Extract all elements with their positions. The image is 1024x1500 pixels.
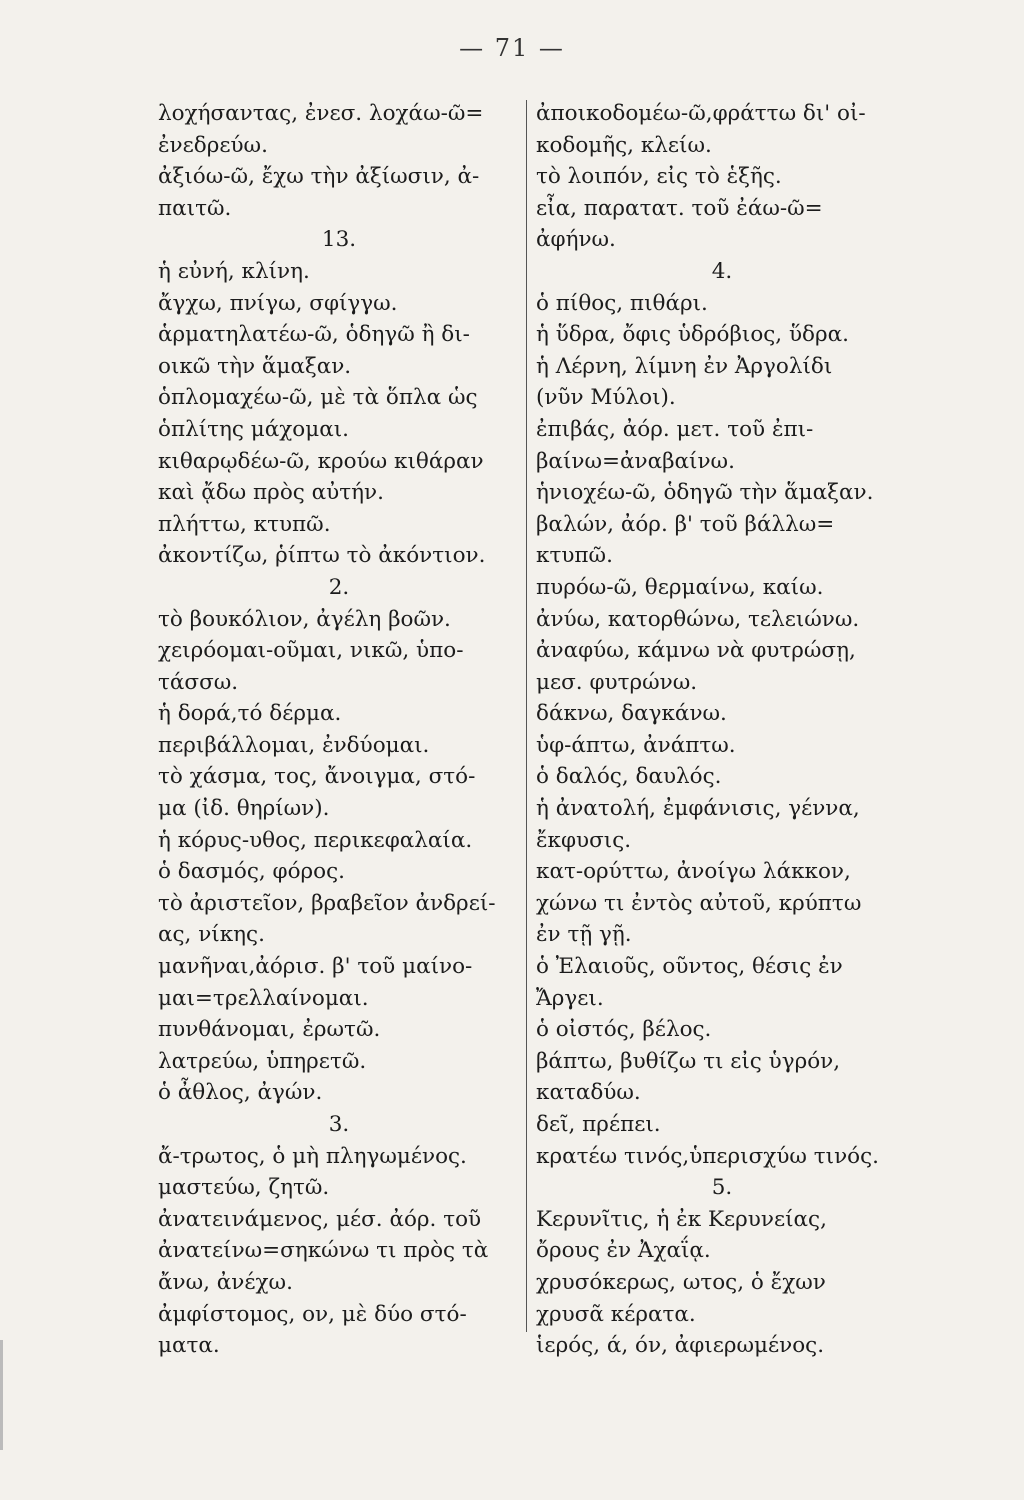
glossary-line: τὸ χάσμα, τος, ἄνοιγμα, στό- (158, 764, 476, 790)
glossary-line: ἀνύω, κατορθώνω, τελειώνω. (536, 606, 860, 632)
glossary-line: μα (ἰδ. θηρίων). (158, 796, 330, 822)
glossary-line: ὄρους ἐν Ἀχαΐᾳ. (536, 1238, 711, 1264)
right-column (536, 98, 908, 1362)
glossary-line: περιβάλλομαι, ἐνδύομαι. (158, 732, 430, 758)
section-number: 13. (321, 227, 357, 253)
glossary-line: ἀφήνω. (536, 227, 616, 253)
glossary-line: πλήττω, κτυπῶ. (158, 511, 331, 537)
glossary-line: ὁ οἰστός, βέλος. (536, 1017, 712, 1043)
glossary-line: ἡνιοχέω-ῶ, ὁδηγῶ τὴν ἅμαξαν. (536, 480, 874, 506)
glossary-line: ἡ δορά,τό δέρμα. (158, 701, 342, 727)
glossary-line: βαίνω=ἀναβαίνω. (536, 448, 735, 474)
glossary-line: ὁ Ἐλαιοῦς, οῦντος, θέσις ἐν (536, 954, 843, 980)
glossary-line: ἐν τῇ γῇ. (536, 922, 632, 948)
glossary-line: χρυσόκερως, ωτος, ὁ ἔχων (536, 1269, 826, 1295)
glossary-line: κτυπῶ. (536, 543, 613, 569)
glossary-line: δεῖ, πρέπει. (536, 1112, 661, 1137)
glossary-line: ἡ εὐνή, κλίνη. (158, 258, 310, 284)
left-column (158, 98, 520, 1362)
glossary-line: Ἄργει. (536, 985, 604, 1011)
glossary-line: βάπτω, βυθίζω τι εἰς ὑγρόν, (536, 1048, 841, 1074)
glossary-line: ἱερός, ά, όν, ἀφιερωμένος. (536, 1333, 825, 1359)
glossary-line: ἡ ὕδρα, ὄφις ὑδρόβιος, ὕδρα. (536, 322, 849, 348)
glossary-line: χρυσᾶ κέρατα. (536, 1301, 696, 1327)
glossary-line: ὁ δασμός, φόρος. (158, 859, 346, 885)
glossary-line: ματα. (158, 1333, 220, 1359)
glossary-line: ἁρματηλατέω-ῶ, ὁδηγῶ ἢ δι- (158, 322, 470, 348)
glossary-line: ὁ πίθος, πιθάρι. (536, 290, 708, 316)
glossary-line: Κερυνῖτις, ἡ ἐκ Κερυνείας, (536, 1206, 827, 1232)
section-number: 2. (328, 574, 350, 600)
glossary-line: λοχήσαντας, ἐνεσ. λοχάω-ῶ= (158, 101, 484, 126)
glossary-line: ἀξιόω-ῶ, ἔχω τὴν ἀξίωσιν, ἀ- (158, 164, 480, 190)
glossary-line: καταδύω. (536, 1080, 641, 1106)
glossary-line: ἔκφυσις. (536, 827, 632, 853)
glossary-line: ἄ-τρωτος, ὁ μὴ πληγωμένος. (158, 1143, 467, 1169)
glossary-line: ἀποικοδομέω-ῶ,φράττω δι' οἰ- (536, 101, 866, 126)
glossary-line: καὶ ᾄδω πρὸς αὐτήν. (158, 480, 384, 506)
glossary-line: ἄγχω, πνίγω, σφίγγω. (158, 290, 398, 316)
glossary-line: ὁπλομαχέω-ῶ, μὲ τὰ ὅπλα ὡς (158, 385, 478, 411)
page-number: — 71 — (459, 34, 565, 62)
glossary-line: ἀνατείνω=σηκώνω τι πρὸς τὰ (158, 1238, 489, 1264)
glossary-line: πυνθάνομαι, ἐρωτῶ. (158, 1017, 381, 1043)
page-edge-mark (0, 1340, 3, 1450)
section-number: 3. (328, 1112, 350, 1137)
glossary-line: (νῦν Μύλοι). (536, 385, 676, 411)
glossary-line: ἡ κόρυς-υθος, περικεφαλαία. (158, 827, 473, 853)
glossary-line: ἐνεδρεύω. (158, 132, 268, 158)
glossary-line: ας, νίκης. (158, 922, 265, 948)
glossary-line: ἡ ἀνατολή, ἐμφάνισις, γέννα, (536, 796, 860, 822)
glossary-line: μεσ. φυτρώνω. (536, 669, 698, 695)
glossary-line: ἀκοντίζω, ῥίπτω τὸ ἀκόντιον. (158, 543, 486, 569)
glossary-line: ἐπιβάς, ἀόρ. μετ. τοῦ ἐπι- (536, 416, 814, 442)
glossary-line: ἀμφίστομος, ον, μὲ δύο στό- (158, 1301, 467, 1327)
glossary-line: χειρόομαι-οῦμαι, νικῶ, ὑπο- (158, 638, 464, 664)
glossary-line: δάκνω, δαγκάνω. (536, 701, 727, 727)
glossary-line: ἀναφύω, κάμνω νὰ φυτρώσῃ, (536, 638, 856, 664)
glossary-line: τὸ ἀριστεῖον, βραβεῖον ἀνδρεί- (158, 890, 496, 916)
glossary-line: ὁ ἆθλος, ἀγών. (158, 1080, 323, 1106)
glossary-line: χώνω τι ἐντὸς αὐτοῦ, κρύπτω (536, 890, 862, 916)
glossary-line: οικῶ τὴν ἅμαξαν. (158, 353, 352, 379)
glossary-line: τάσσω. (158, 669, 239, 695)
section-number: 5. (711, 1175, 733, 1201)
glossary-line: ὁ δαλός, δαυλός. (536, 764, 722, 790)
column-divider (526, 100, 527, 1332)
glossary-line: κατ-ορύττω, ἀνοίγω λάκκον, (536, 859, 851, 885)
glossary-line: τὸ βουκόλιον, ἀγέλη βοῶν. (158, 606, 451, 632)
glossary-line: μαι=τρελλαίνομαι. (158, 985, 369, 1011)
glossary-line: ὁπλίτης μάχομαι. (158, 416, 350, 442)
glossary-line: κιθαρῳδέω-ῶ, κρούω κιθάραν (158, 448, 484, 474)
glossary-line: κρατέω τινός,ὑπερισχύω τινός. (536, 1143, 879, 1169)
glossary-line: λατρεύω, ὑπηρετῶ. (158, 1048, 367, 1074)
section-number: 4. (711, 258, 733, 284)
glossary-line: πυρόω-ῶ, θερμαίνω, καίω. (536, 574, 824, 600)
glossary-line: βαλών, ἀόρ. β' τοῦ βάλλω= (536, 511, 835, 537)
glossary-line: παιτῶ. (158, 195, 232, 221)
glossary-line: εἶα, παρατατ. τοῦ ἐάω-ῶ= (536, 195, 823, 221)
glossary-line: μανῆναι,ἀόρισ. β' τοῦ μαίνο- (158, 954, 473, 980)
glossary-line: κοδομῆς, κλείω. (536, 132, 712, 158)
glossary-line: μαστεύω, ζητῶ. (158, 1175, 330, 1201)
glossary-line: ἀνατεινάμενος, μέσ. ἀόρ. τοῦ (158, 1206, 482, 1232)
glossary-line: ἄνω, ἀνέχω. (158, 1269, 293, 1295)
glossary-line: ὑφ-άπτω, ἀνάπτω. (536, 732, 736, 758)
glossary-line: τὸ λοιπόν, εἰς τὸ ἑξῆς. (536, 164, 782, 190)
glossary-line: ἡ Λέρνη, λίμνη ἐν Ἀργολίδι (536, 353, 833, 379)
